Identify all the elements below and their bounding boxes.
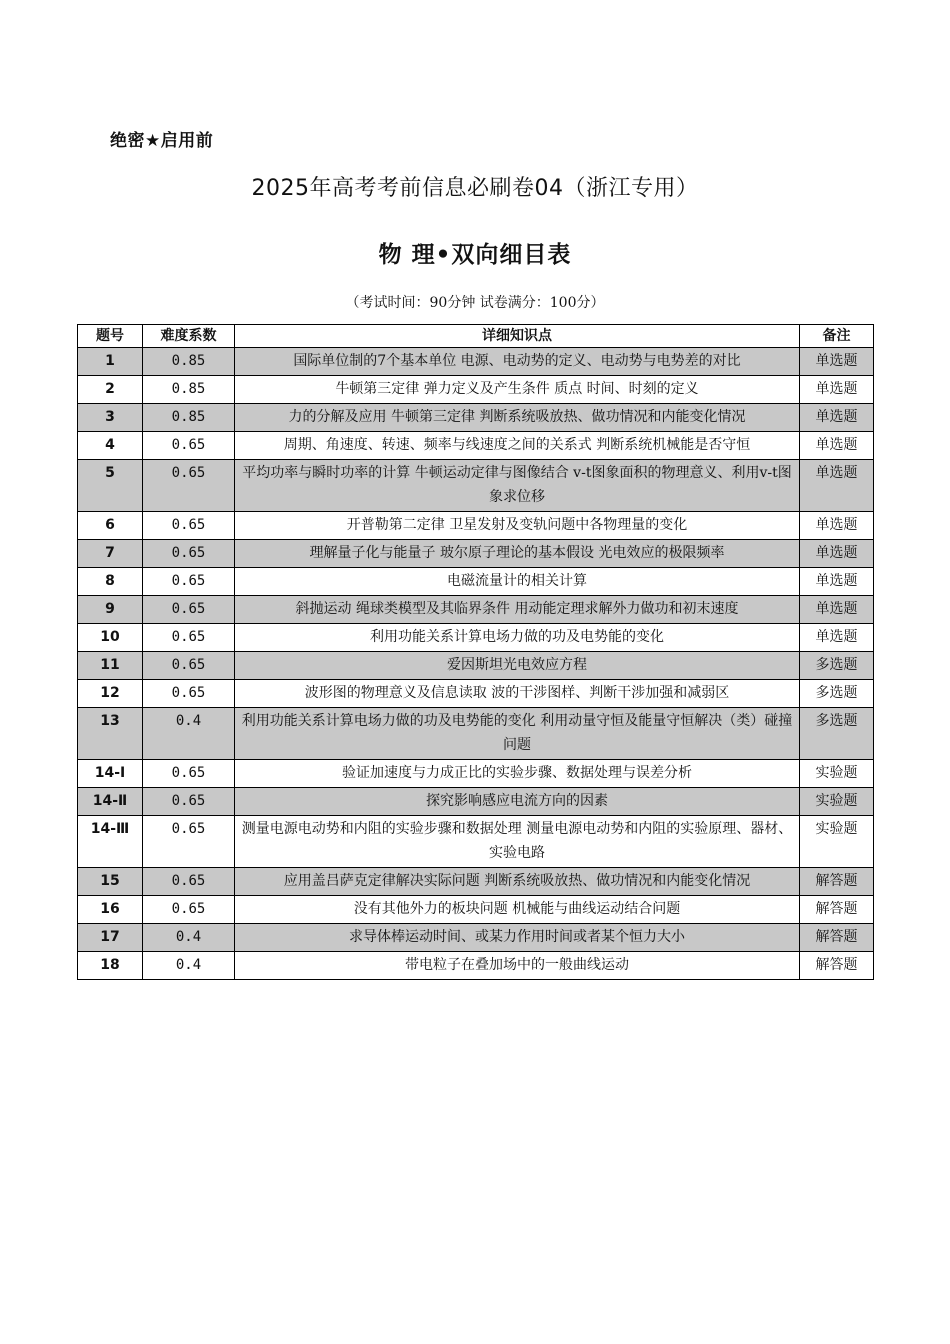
question-number-cell: 9 bbox=[78, 596, 143, 624]
specification-table bbox=[77, 324, 874, 980]
header-knowledge-points: 详细知识点 bbox=[235, 325, 800, 348]
confidential-label: 绝密★启用前 bbox=[110, 131, 214, 151]
question-number-cell: 14-Ⅲ bbox=[78, 816, 143, 868]
page-title: 2025年高考考前信息必刷卷04（浙江专用） bbox=[251, 176, 699, 201]
question-type-cell: 实验题 bbox=[800, 788, 874, 816]
table-body bbox=[78, 348, 874, 980]
difficulty-cell: 0.4 bbox=[143, 924, 235, 952]
question-number-cell: 12 bbox=[78, 680, 143, 708]
difficulty-cell: 0.85 bbox=[143, 348, 235, 376]
question-type-cell: 单选题 bbox=[800, 348, 874, 376]
knowledge-points-cell: 力的分解及应用 牛顿第三定律 判断系统吸放热、做功情况和内能变化情况 bbox=[235, 404, 800, 432]
knowledge-points-cell: 波形图的物理意义及信息读取 波的干涉图样、判断干涉加强和减弱区 bbox=[235, 680, 800, 708]
question-number-cell: 15 bbox=[78, 868, 143, 896]
question-type-cell: 实验题 bbox=[800, 816, 874, 868]
table-row bbox=[78, 540, 874, 568]
table-row bbox=[78, 896, 874, 924]
difficulty-cell: 0.65 bbox=[143, 512, 235, 540]
table-row bbox=[78, 404, 874, 432]
question-type-cell: 解答题 bbox=[800, 896, 874, 924]
question-type-cell: 单选题 bbox=[800, 460, 874, 512]
question-type-cell: 多选题 bbox=[800, 708, 874, 760]
difficulty-cell: 0.65 bbox=[143, 596, 235, 624]
question-type-cell: 单选题 bbox=[800, 432, 874, 460]
exam-info: （考试时间：90分钟 试卷满分：100分） bbox=[345, 295, 605, 311]
knowledge-points-cell: 牛顿第三定律 弹力定义及产生条件 质点 时间、时刻的定义 bbox=[235, 376, 800, 404]
table-row bbox=[78, 568, 874, 596]
table-row bbox=[78, 680, 874, 708]
difficulty-cell: 0.4 bbox=[143, 708, 235, 760]
table-row bbox=[78, 624, 874, 652]
question-number-cell: 7 bbox=[78, 540, 143, 568]
question-number-cell: 2 bbox=[78, 376, 143, 404]
difficulty-cell: 0.65 bbox=[143, 624, 235, 652]
knowledge-points-cell: 开普勒第二定律 卫星发射及变轨问题中各物理量的变化 bbox=[235, 512, 800, 540]
difficulty-cell: 0.65 bbox=[143, 680, 235, 708]
difficulty-cell: 0.65 bbox=[143, 760, 235, 788]
knowledge-points-cell: 验证加速度与力成正比的实验步骤、数据处理与误差分析 bbox=[235, 760, 800, 788]
question-number-cell: 18 bbox=[78, 952, 143, 980]
difficulty-cell: 0.65 bbox=[143, 896, 235, 924]
question-number-cell: 6 bbox=[78, 512, 143, 540]
knowledge-points-cell: 电磁流量计的相关计算 bbox=[235, 568, 800, 596]
question-type-cell: 单选题 bbox=[800, 596, 874, 624]
knowledge-points-cell: 测量电源电动势和内阻的实验步骤和数据处理 测量电源电动势和内阻的实验原理、器材、实验电路 bbox=[235, 816, 800, 868]
question-number-cell: 5 bbox=[78, 460, 143, 512]
table-row bbox=[78, 816, 874, 868]
question-type-cell: 单选题 bbox=[800, 376, 874, 404]
question-number-cell: 11 bbox=[78, 652, 143, 680]
difficulty-cell: 0.65 bbox=[143, 432, 235, 460]
knowledge-points-cell: 探究影响感应电流方向的因素 bbox=[235, 788, 800, 816]
question-type-cell: 解答题 bbox=[800, 868, 874, 896]
question-type-cell: 多选题 bbox=[800, 652, 874, 680]
question-number-cell: 14-Ⅱ bbox=[78, 788, 143, 816]
knowledge-points-cell: 斜抛运动 绳球类模型及其临界条件 用动能定理求解外力做功和初末速度 bbox=[235, 596, 800, 624]
question-type-cell: 多选题 bbox=[800, 680, 874, 708]
knowledge-points-cell: 理解量子化与能量子 玻尔原子理论的基本假设 光电效应的极限频率 bbox=[235, 540, 800, 568]
question-type-cell: 单选题 bbox=[800, 568, 874, 596]
question-number-cell: 3 bbox=[78, 404, 143, 432]
difficulty-cell: 0.65 bbox=[143, 540, 235, 568]
knowledge-points-cell: 没有其他外力的板块问题 机械能与曲线运动结合问题 bbox=[235, 896, 800, 924]
question-type-cell: 单选题 bbox=[800, 512, 874, 540]
table-row bbox=[78, 760, 874, 788]
table-row bbox=[78, 460, 874, 512]
table-row bbox=[78, 596, 874, 624]
table-row bbox=[78, 348, 874, 376]
question-number-cell: 8 bbox=[78, 568, 143, 596]
question-number-cell: 13 bbox=[78, 708, 143, 760]
difficulty-cell: 0.65 bbox=[143, 652, 235, 680]
question-type-cell: 解答题 bbox=[800, 924, 874, 952]
knowledge-points-cell: 平均功率与瞬时功率的计算 牛顿运动定律与图像结合 v-t图象面积的物理意义、利用v-t图象求位移 bbox=[235, 460, 800, 512]
knowledge-points-cell: 周期、角速度、转速、频率与线速度之间的关系式 判断系统机械能是否守恒 bbox=[235, 432, 800, 460]
knowledge-points-cell: 求导体棒运动时间、或某力作用时间或者某个恒力大小 bbox=[235, 924, 800, 952]
question-number-cell: 1 bbox=[78, 348, 143, 376]
table-row bbox=[78, 924, 874, 952]
table-row bbox=[78, 868, 874, 896]
knowledge-points-cell: 利用功能关系计算电场力做的功及电势能的变化 bbox=[235, 624, 800, 652]
header-difficulty: 难度系数 bbox=[143, 325, 235, 348]
knowledge-points-cell: 带电粒子在叠加场中的一般曲线运动 bbox=[235, 952, 800, 980]
knowledge-points-cell: 爱因斯坦光电效应方程 bbox=[235, 652, 800, 680]
table-row bbox=[78, 952, 874, 980]
header-question-number: 题号 bbox=[78, 325, 143, 348]
question-type-cell: 单选题 bbox=[800, 624, 874, 652]
table-row bbox=[78, 708, 874, 760]
question-number-cell: 16 bbox=[78, 896, 143, 924]
difficulty-cell: 0.65 bbox=[143, 868, 235, 896]
question-type-cell: 单选题 bbox=[800, 404, 874, 432]
difficulty-cell: 0.65 bbox=[143, 788, 235, 816]
question-type-cell: 单选题 bbox=[800, 540, 874, 568]
difficulty-cell: 0.65 bbox=[143, 816, 235, 868]
header-note: 备注 bbox=[800, 325, 874, 348]
table-row bbox=[78, 376, 874, 404]
question-number-cell: 17 bbox=[78, 924, 143, 952]
knowledge-points-cell: 国际单位制的7个基本单位 电源、电动势的定义、电动势与电势差的对比 bbox=[235, 348, 800, 376]
table-row bbox=[78, 512, 874, 540]
table-row bbox=[78, 652, 874, 680]
difficulty-cell: 0.85 bbox=[143, 404, 235, 432]
question-number-cell: 4 bbox=[78, 432, 143, 460]
difficulty-cell: 0.65 bbox=[143, 460, 235, 512]
question-type-cell: 解答题 bbox=[800, 952, 874, 980]
difficulty-cell: 0.85 bbox=[143, 376, 235, 404]
difficulty-cell: 0.4 bbox=[143, 952, 235, 980]
question-number-cell: 10 bbox=[78, 624, 143, 652]
knowledge-points-cell: 应用盖吕萨克定律解决实际问题 判断系统吸放热、做功情况和内能变化情况 bbox=[235, 868, 800, 896]
table-row bbox=[78, 432, 874, 460]
question-number-cell: 14-Ⅰ bbox=[78, 760, 143, 788]
knowledge-points-cell: 利用功能关系计算电场力做的功及电势能的变化 利用动量守恒及能量守恒解决（类）碰撞问题 bbox=[235, 708, 800, 760]
table-header-row bbox=[78, 325, 874, 348]
page-subtitle: 物 理•双向细目表 bbox=[378, 242, 572, 268]
difficulty-cell: 0.65 bbox=[143, 568, 235, 596]
question-type-cell: 实验题 bbox=[800, 760, 874, 788]
table-row bbox=[78, 788, 874, 816]
